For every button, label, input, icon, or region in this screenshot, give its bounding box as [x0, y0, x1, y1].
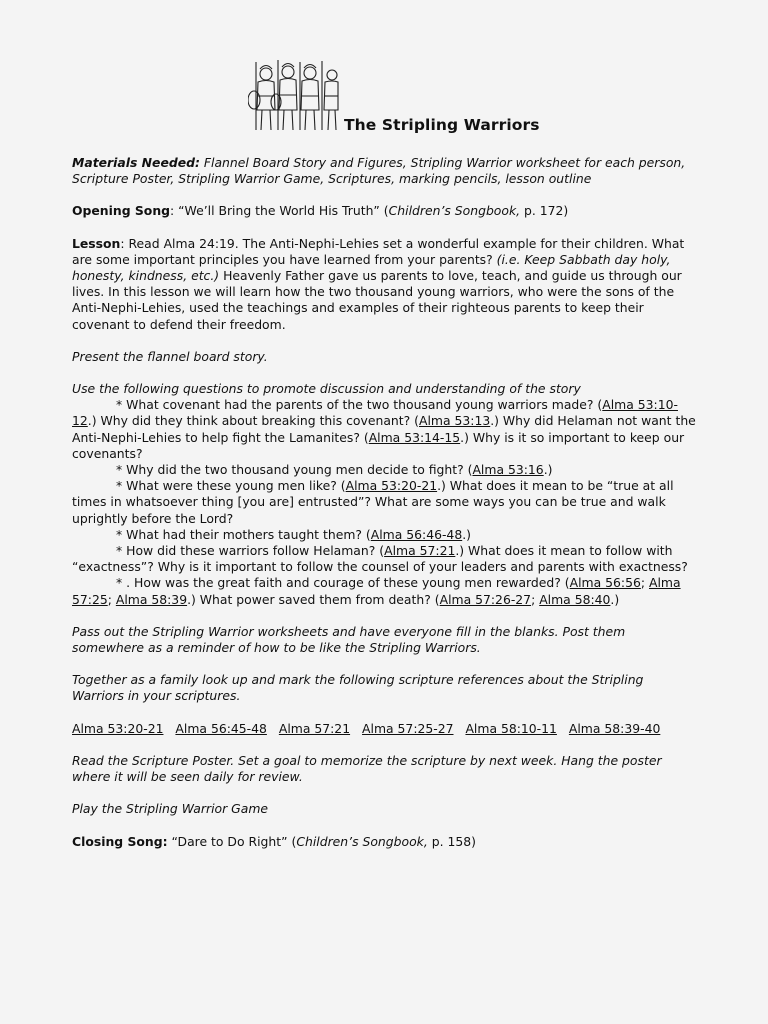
lesson-label: Lesson — [72, 235, 121, 251]
closing-song-text: “Dare to Do Right” ( — [167, 833, 297, 849]
poster-instruction: Read the Scripture Poster. Set a goal to memorize the scripture by next week. Hang the poster where it will be seen daily for review. — [72, 752, 662, 785]
scripture-link[interactable]: Alma 57:25 — [72, 575, 681, 607]
scripture-reference[interactable]: Alma 58:10-11 — [465, 720, 557, 736]
materials-text: Flannel Board Story and Figures, Stripling Warrior worksheet for each person, Scripture Poster, Stripling Warrior Game, Scriptures, marking pencils, lesson outline — [72, 155, 686, 187]
opening-song-paragraph — [72, 203, 696, 219]
question-6: * . How was the great faith and courage of these young men rewarded? (Alma 56:56; Alma 57:25; Alma 58:39.) What power saved them from death? (Alma 57:26-27; Alma 58:40.) — [72, 575, 681, 607]
materials-paragraph — [72, 155, 696, 187]
scripture-reference[interactable]: Alma 56:45-48 — [175, 720, 267, 736]
closing-song-label: Closing Song: — [72, 833, 168, 849]
lesson-paragraph — [72, 236, 696, 333]
scripture-link[interactable]: Alma 53:13 — [418, 413, 491, 429]
question-5: * How did these warriors follow Helaman? (Alma 57:21.) What does it mean to follow with “exactness”? Why is it important to follow the counsel of your leaders and parents with exactness? — [72, 543, 688, 575]
family-instruction: Together as a family look up and mark the following scripture references about the Stripling Warriors in your scriptures. — [72, 672, 644, 704]
scripture-link[interactable]: Alma 53:20-21 — [345, 478, 438, 494]
scripture-link[interactable]: Alma 53:16 — [472, 462, 544, 478]
lesson-text-b: Heavenly Father gave us parents to love, teach, and guide us through our lives. In this lesson we will learn how the two thousand young warriors, who were the sons of the Anti-Nephi-Lehies, used the teachings and examples of their righteous parents to keep their covenant to defend their freedom. — [72, 268, 682, 332]
opening-song-page: p. 172) — [520, 203, 569, 219]
question-2: * Why did the two thousand young men decide to fight? (Alma 53:16.) — [116, 462, 553, 478]
scripture-reference[interactable]: Alma 53:20-21 — [72, 720, 164, 736]
scripture-link[interactable]: Alma 57:26-27 — [439, 591, 532, 607]
lesson-example: (i.e. Keep Sabbath day holy, honesty, kindness, etc.) — [72, 251, 671, 284]
opening-song-text: : “We’ll Bring the World His Truth” ( — [170, 203, 389, 219]
present-instruction: Present the flannel board story. — [72, 348, 268, 364]
scripture-link[interactable]: Alma 56:46-48 — [370, 526, 463, 542]
questions-intro: Use the following questions to promote discussion and understanding of the story — [72, 381, 581, 397]
scripture-link[interactable]: Alma 53:14-15 — [368, 429, 461, 445]
question-1: * What covenant had the parents of the two thousand young warriors made? (Alma 53:10-12.) Why did they think about breaking this covenant? (Alma 53:13.) Why did Helaman not want the Anti-Nephi-Lehies to help fight the Lamanites? (Alma 53:14-15.) Why is it so important to keep our covenants? — [72, 397, 696, 461]
materials-label: Materials Needed: — [72, 155, 200, 170]
opening-song-book: Children’s Songbook, — [388, 203, 521, 219]
closing-song-book: Children’s Songbook, — [296, 833, 428, 849]
page-title: The Stripling Warriors — [344, 116, 540, 134]
scripture-link[interactable]: Alma 58:39 — [115, 591, 188, 607]
worksheets-instruction: Pass out the Stripling Warrior worksheets and have everyone fill in the blanks. Post them somewhere as a reminder of how to be like the Stripling Warriors. — [72, 623, 626, 656]
scripture-link[interactable]: Alma 56:56 — [569, 575, 641, 591]
question-4: * What had their mothers taught them? (Alma 56:46-48.) — [116, 526, 471, 542]
scripture-link[interactable]: Alma 53:10-12 — [72, 397, 678, 429]
closing-song-page: p. 158) — [427, 833, 476, 849]
question-3: * What were these young men like? (Alma 53:20-21.) What does it mean to be “true at all times in whatsoever thing [you are] entrusted”? What are some ways you can be true and walk uprightly before the Lord? — [72, 478, 674, 526]
stripling-warriors-illustration — [248, 60, 340, 132]
scripture-link[interactable]: Alma 57:21 — [384, 543, 456, 559]
scripture-reference[interactable]: Alma 58:39-40 — [568, 720, 661, 736]
scripture-reference-list — [72, 721, 696, 737]
lesson-body — [72, 155, 696, 866]
lesson-text-a: : Read Alma 24:19. The Anti-Nephi-Lehies set a wonderful example for their children. What are some important principles you have learned from your parents? — [72, 235, 685, 267]
opening-song-label: Opening Song — [72, 203, 171, 219]
scripture-reference[interactable]: Alma 57:21 — [278, 720, 351, 736]
scripture-reference[interactable]: Alma 57:25-27 — [362, 720, 454, 736]
scripture-link[interactable]: Alma 58:40 — [539, 591, 611, 607]
closing-song-paragraph — [72, 834, 696, 850]
game-instruction: Play the Stripling Warrior Game — [72, 801, 269, 817]
